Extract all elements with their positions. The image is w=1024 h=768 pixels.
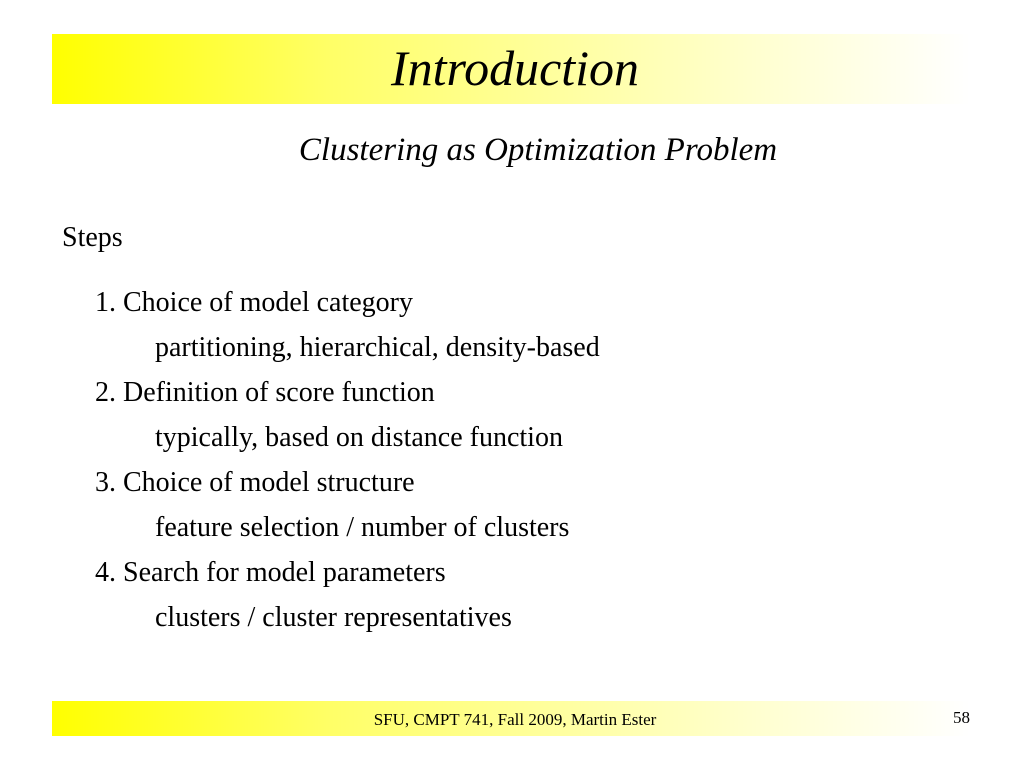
step-item [95,460,600,550]
step-label: 4. Search for model parameters [95,557,446,588]
slide-title: Introduction [390,40,640,96]
step-item [95,280,600,370]
step-label: 2. Definition of score function [95,377,435,408]
step-item [95,550,600,640]
slide-subtitle: Clustering as Optimization Problem [298,132,778,168]
step-detail: clusters / cluster representatives [155,602,512,633]
steps-heading: Steps [62,222,123,253]
step-label: 1. Choice of model category [95,287,414,318]
step-item [95,370,600,460]
step-detail: typically, based on distance function [155,422,563,453]
step-detail: partitioning, hierarchical, density-based [155,332,600,363]
step-label: 3. Choice of model structure [95,467,415,498]
step-detail: feature selection / number of clusters [155,512,570,543]
steps-list [95,280,600,640]
page-number: 58 [953,708,970,727]
footer-text: SFU, CMPT 741, Fall 2009, Martin Ester [373,710,657,729]
